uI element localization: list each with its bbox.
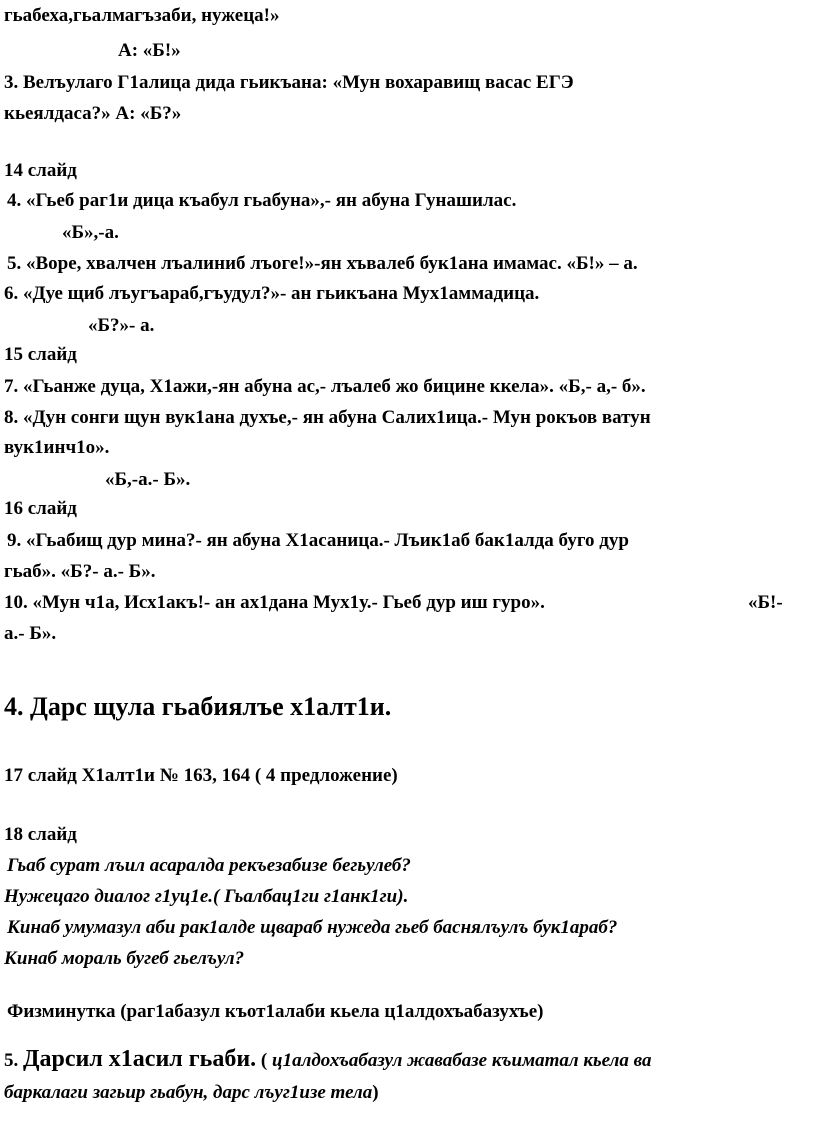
text-line: вук1инч1о». bbox=[4, 437, 110, 458]
section-note: ц1алдохъабазул жавабазе къиматал кьела ва bbox=[272, 1050, 652, 1071]
close-paren: ) bbox=[372, 1082, 379, 1103]
text-line: 4. «Гьеб раг1и дица къабул гьабуна»,- ян абуна Гунашилас. bbox=[7, 190, 517, 211]
question-line: Нужецаго диалог г1уц1е.( Гьалбац1ги г1анк1ги). bbox=[4, 886, 409, 907]
section-heading-line bbox=[4, 1046, 812, 1074]
section-note: баркалаги загьир гьабун, дарс лъуг1изе тела bbox=[4, 1082, 373, 1103]
text-line: гьаб». «Б?- а.- Б». bbox=[4, 561, 156, 582]
text-line: 7. «Гьанже дуца, Х1ажи,-ян абуна ас,- лъалеб жо бицине ккела». «Б,- а,- б». bbox=[4, 376, 646, 397]
text-line: «Б?»- а. bbox=[88, 315, 155, 336]
slide-heading: 18 слайд bbox=[4, 824, 77, 845]
question-line: Кинаб умумазул аби рак1алде щвараб нужеда гьеб баснялъулъ бук1араб? bbox=[7, 917, 618, 938]
text-line: 9. «Гьабищ дур мина?- ян абуна Х1асаница.- Лъик1аб бак1алда буго дур bbox=[7, 530, 629, 551]
text-line: Физминутка (раг1абазул къот1алаби кьела ц1алдохъабазухъе) bbox=[7, 1001, 544, 1022]
question-line: Гьаб сурат лъил асаралда рекъезабизе бегьулеб? bbox=[7, 855, 411, 876]
slide-heading: 14 слайд bbox=[4, 160, 77, 181]
text-line: 8. «Дун сонги щун вук1ана духъе,- ян абуна Салих1ица.- Мун рокъов ватун bbox=[4, 407, 651, 428]
text-line: «Б!- bbox=[748, 592, 783, 613]
text-line: кьеялдаса?» А: «Б?» bbox=[4, 103, 182, 124]
slide-heading: 16 слайд bbox=[4, 498, 77, 519]
question-line: Кинаб мораль бугеб гьелъул? bbox=[4, 948, 245, 969]
section-number: 5. bbox=[4, 1050, 19, 1071]
text-line: 10. «Мун ч1а, Исх1акъ!- ан ах1дана Мух1у.- Гьеб дур иш гуро». bbox=[4, 592, 545, 613]
slide-heading: 15 слайд bbox=[4, 344, 77, 365]
text-line: гьабеха,гьалмагъзаби, нужеца!» bbox=[4, 5, 280, 26]
text-line: «Б,-а.- Б». bbox=[105, 469, 191, 490]
section-heading: Дарсил х1асил гьаби. bbox=[23, 1046, 257, 1072]
text-line: 3. Велъулаго Г1алица дида гьикъана: «Мун вохаравищ васас ЕГЭ bbox=[4, 72, 574, 93]
text-line: А: «Б!» bbox=[118, 40, 181, 61]
section-note-line bbox=[4, 1080, 812, 1106]
slide-heading: 17 слайд Х1алт1и № 163, 164 ( 4 предложение) bbox=[4, 765, 398, 786]
section-heading: 4. Дарс щула гьабиялъе х1алт1и. bbox=[4, 692, 392, 721]
text-line: а.- Б». bbox=[4, 623, 57, 644]
text-line: 6. «Дуе щиб лъугъараб,гъудул?»- ан гьикъана Мух1аммадица. bbox=[4, 283, 540, 304]
text-line: «Б»,-а. bbox=[62, 222, 119, 243]
open-paren: ( bbox=[260, 1050, 268, 1071]
text-line: 5. «Воре, хвалчен лъалиниб лъоге!»-ян хъвалеб бук1ана имамас. «Б!» – а. bbox=[7, 253, 638, 274]
